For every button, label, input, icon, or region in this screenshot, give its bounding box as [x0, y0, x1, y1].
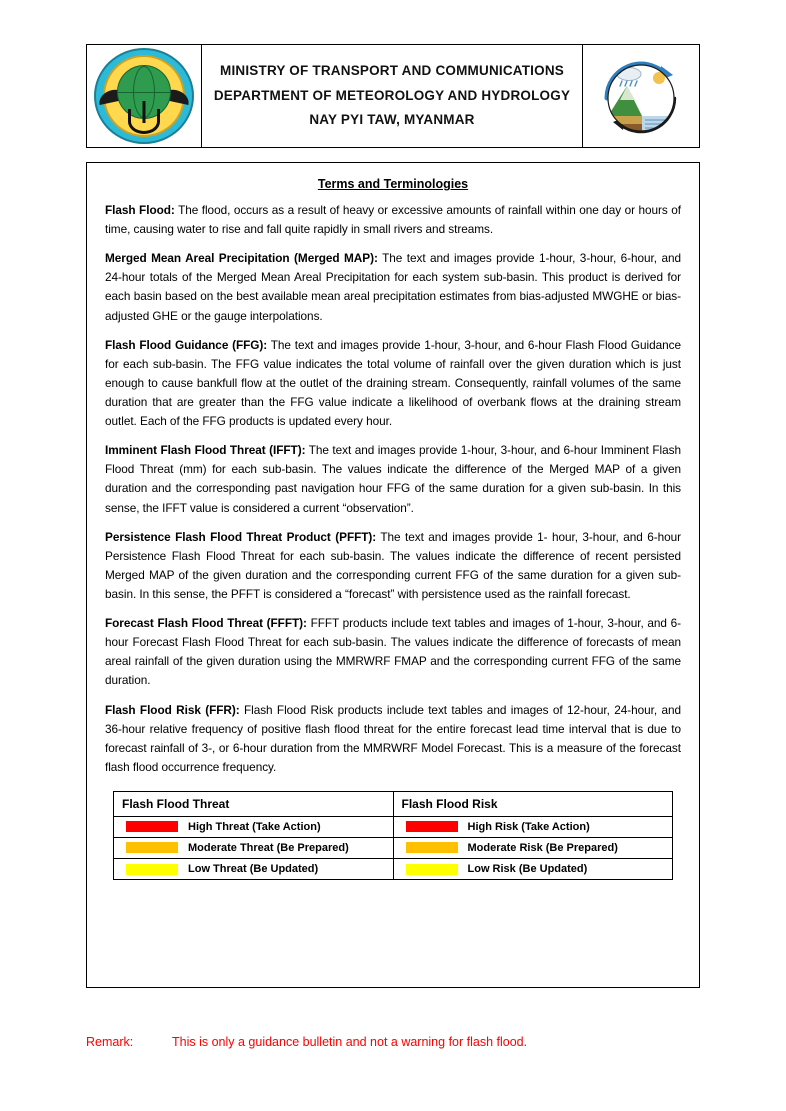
term-text: The text and images provide 1-hour, 3-hour, and 6-hour Imminent Flash Flood Threat (mm) for each sub-basin. The values indicate the difference of the Merged MAP of a given duration and the corresponding past navigation hour FFG of the same duration for a given sub-basin. In this sense, the IFFT value is considered a current “observation”.: [105, 443, 681, 515]
legend-label-threat-high: High Threat (Take Action): [188, 820, 321, 833]
term-text: The flood, occurs as a result of heavy or excessive amounts of rainfall within one day or hours of time, causing water to rise and fall quite rapidly in small rivers and streams.: [105, 203, 681, 237]
swatch-low-threat: [126, 864, 178, 875]
term-text: The text and images provide 1- hour, 3-hour, and 6-hour Persistence Flash Flood Threat for each sub-basin. The values indicate the difference of recent persisted Merged MAP of the given duration and the corresponding current FFG of the same duration for a given sub-basin. In this sense, the PFFT is considered a “forecast” with persistence used as the rainfall forecast.: [105, 529, 681, 601]
legend-label-risk-high: High Risk (Take Action): [467, 820, 590, 833]
swatch-low-risk: [406, 864, 458, 875]
term-text: The text and images provide 1-hour, 3-hour, and 6-hour Flash Flood Guidance for each sub-basin. The FFG value indicates the total volume of rainfall over the given duration which is just enough to cause bankfull flow at the outlet of the draining stream. Consequently, rainfall volumes of the same duration that are greater than the FFG value indicate a likelihood of overbank flows at the draining stream outlet. Each of the FFG products is updated every hour.: [105, 337, 681, 429]
legend-cell-threat-moderate: [114, 837, 394, 858]
term-label: Persistence Flash Flood Threat Product (PFFT):: [105, 529, 377, 544]
legend-row-low: [114, 859, 673, 880]
legend-row-moderate: [114, 837, 673, 858]
term-label: Imminent Flash Flood Threat (IFFT):: [105, 443, 306, 458]
term-label: Flash Flood Guidance (FFG):: [105, 337, 268, 352]
term-label: Merged Mean Areal Precipitation (Merged MAP):: [105, 251, 378, 266]
terms-content-box: [86, 162, 700, 988]
term-label: Forecast Flash Flood Threat (FFFT):: [105, 616, 307, 631]
term-paragraph-flash-flood: [105, 201, 681, 239]
legend-header-threat: Flash Flood Threat: [114, 791, 394, 816]
legend-label-risk-low: Low Risk (Be Updated): [467, 863, 588, 876]
legend-label-threat-moderate: Moderate Threat (Be Prepared): [188, 841, 349, 854]
remark-block: [86, 1035, 700, 1049]
header-line-department: DEPARTMENT OF METEOROLOGY AND HYDROLOGY: [213, 87, 571, 103]
legend-label-risk-moderate: Moderate Risk (Be Prepared): [467, 841, 618, 854]
ministry-emblem-cell: [86, 44, 202, 148]
ministry-emblem-icon: [94, 48, 194, 144]
term-text: Flash Flood Risk products include text tables and images of 12-hour, 24-hour, and 36-hour relative frequency of positive flash flood threat for the entire forecast lead time interval that is due to forecast rainfall of 3-, or 6-hour duration from the MMRWRF Model Forecast. This is a measure of the forecast flash flood occurrence frequency.: [105, 702, 681, 774]
term-label: Flash Flood Risk (FFR):: [105, 702, 240, 717]
header-line-ministry: MINISTRY OF TRANSPORT AND COMMUNICATIONS: [220, 62, 564, 78]
page-title: Terms and Terminologies: [317, 177, 469, 191]
legend-row-high: [114, 816, 673, 837]
hydrology-logo-cell: [582, 44, 700, 148]
term-paragraph-pfft: [105, 528, 681, 604]
term-label: Flash Flood:: [105, 203, 175, 217]
legend-label-threat-low: Low Threat (Be Updated): [188, 863, 319, 876]
legend-cell-risk-high: [393, 816, 673, 837]
legend-cell-risk-moderate: [393, 837, 673, 858]
term-paragraph-ifft: [105, 441, 681, 517]
term-text: FFFT products include text tables and images of 1-hour, 3-hour, and 6-hour Forecast Flash Flood Threat for each sub-basin. The values indicate the difference of forecasts of mean areal rainfall of the given duration using the MMRWRF FMAP and the corresponding current FFG of the same duration.: [105, 616, 681, 688]
header-line-location: NAY PYI TAW, MYANMAR: [309, 112, 475, 128]
remark-text: This is only a guidance bulletin and not a warning for flash flood.: [172, 1035, 528, 1049]
legend-cell-threat-low: [114, 859, 394, 880]
hydrology-logo-icon: [593, 54, 689, 138]
swatch-moderate-risk: [406, 842, 458, 853]
swatch-high-threat: [126, 821, 178, 832]
legend-table: [113, 791, 673, 880]
legend-header-risk: Flash Flood Risk: [393, 791, 673, 816]
header-title-block: [202, 44, 582, 148]
legend-cell-risk-low: [393, 859, 673, 880]
remark-label: Remark:: [86, 1035, 134, 1049]
term-text: The text and images provide 1-hour, 3-hour, 6-hour, and 24-hour totals of the Merged Mean Areal Precipitation for each system sub-basin. This product is derived for each basin based on the best available mean areal precipitation estimates from bias-adjusted MWGHE or bias-adjusted GHE or the gauge interpolations.: [105, 251, 682, 323]
legend-header-row: [114, 791, 673, 816]
term-paragraph-ffg: [105, 336, 681, 432]
term-paragraph-ffft: [105, 614, 681, 690]
document-header: [86, 44, 700, 148]
swatch-moderate-threat: [126, 842, 178, 853]
term-paragraph-merged-map: [105, 249, 681, 325]
swatch-high-risk: [406, 821, 458, 832]
term-paragraph-ffr: [105, 701, 681, 777]
legend-cell-threat-high: [114, 816, 394, 837]
